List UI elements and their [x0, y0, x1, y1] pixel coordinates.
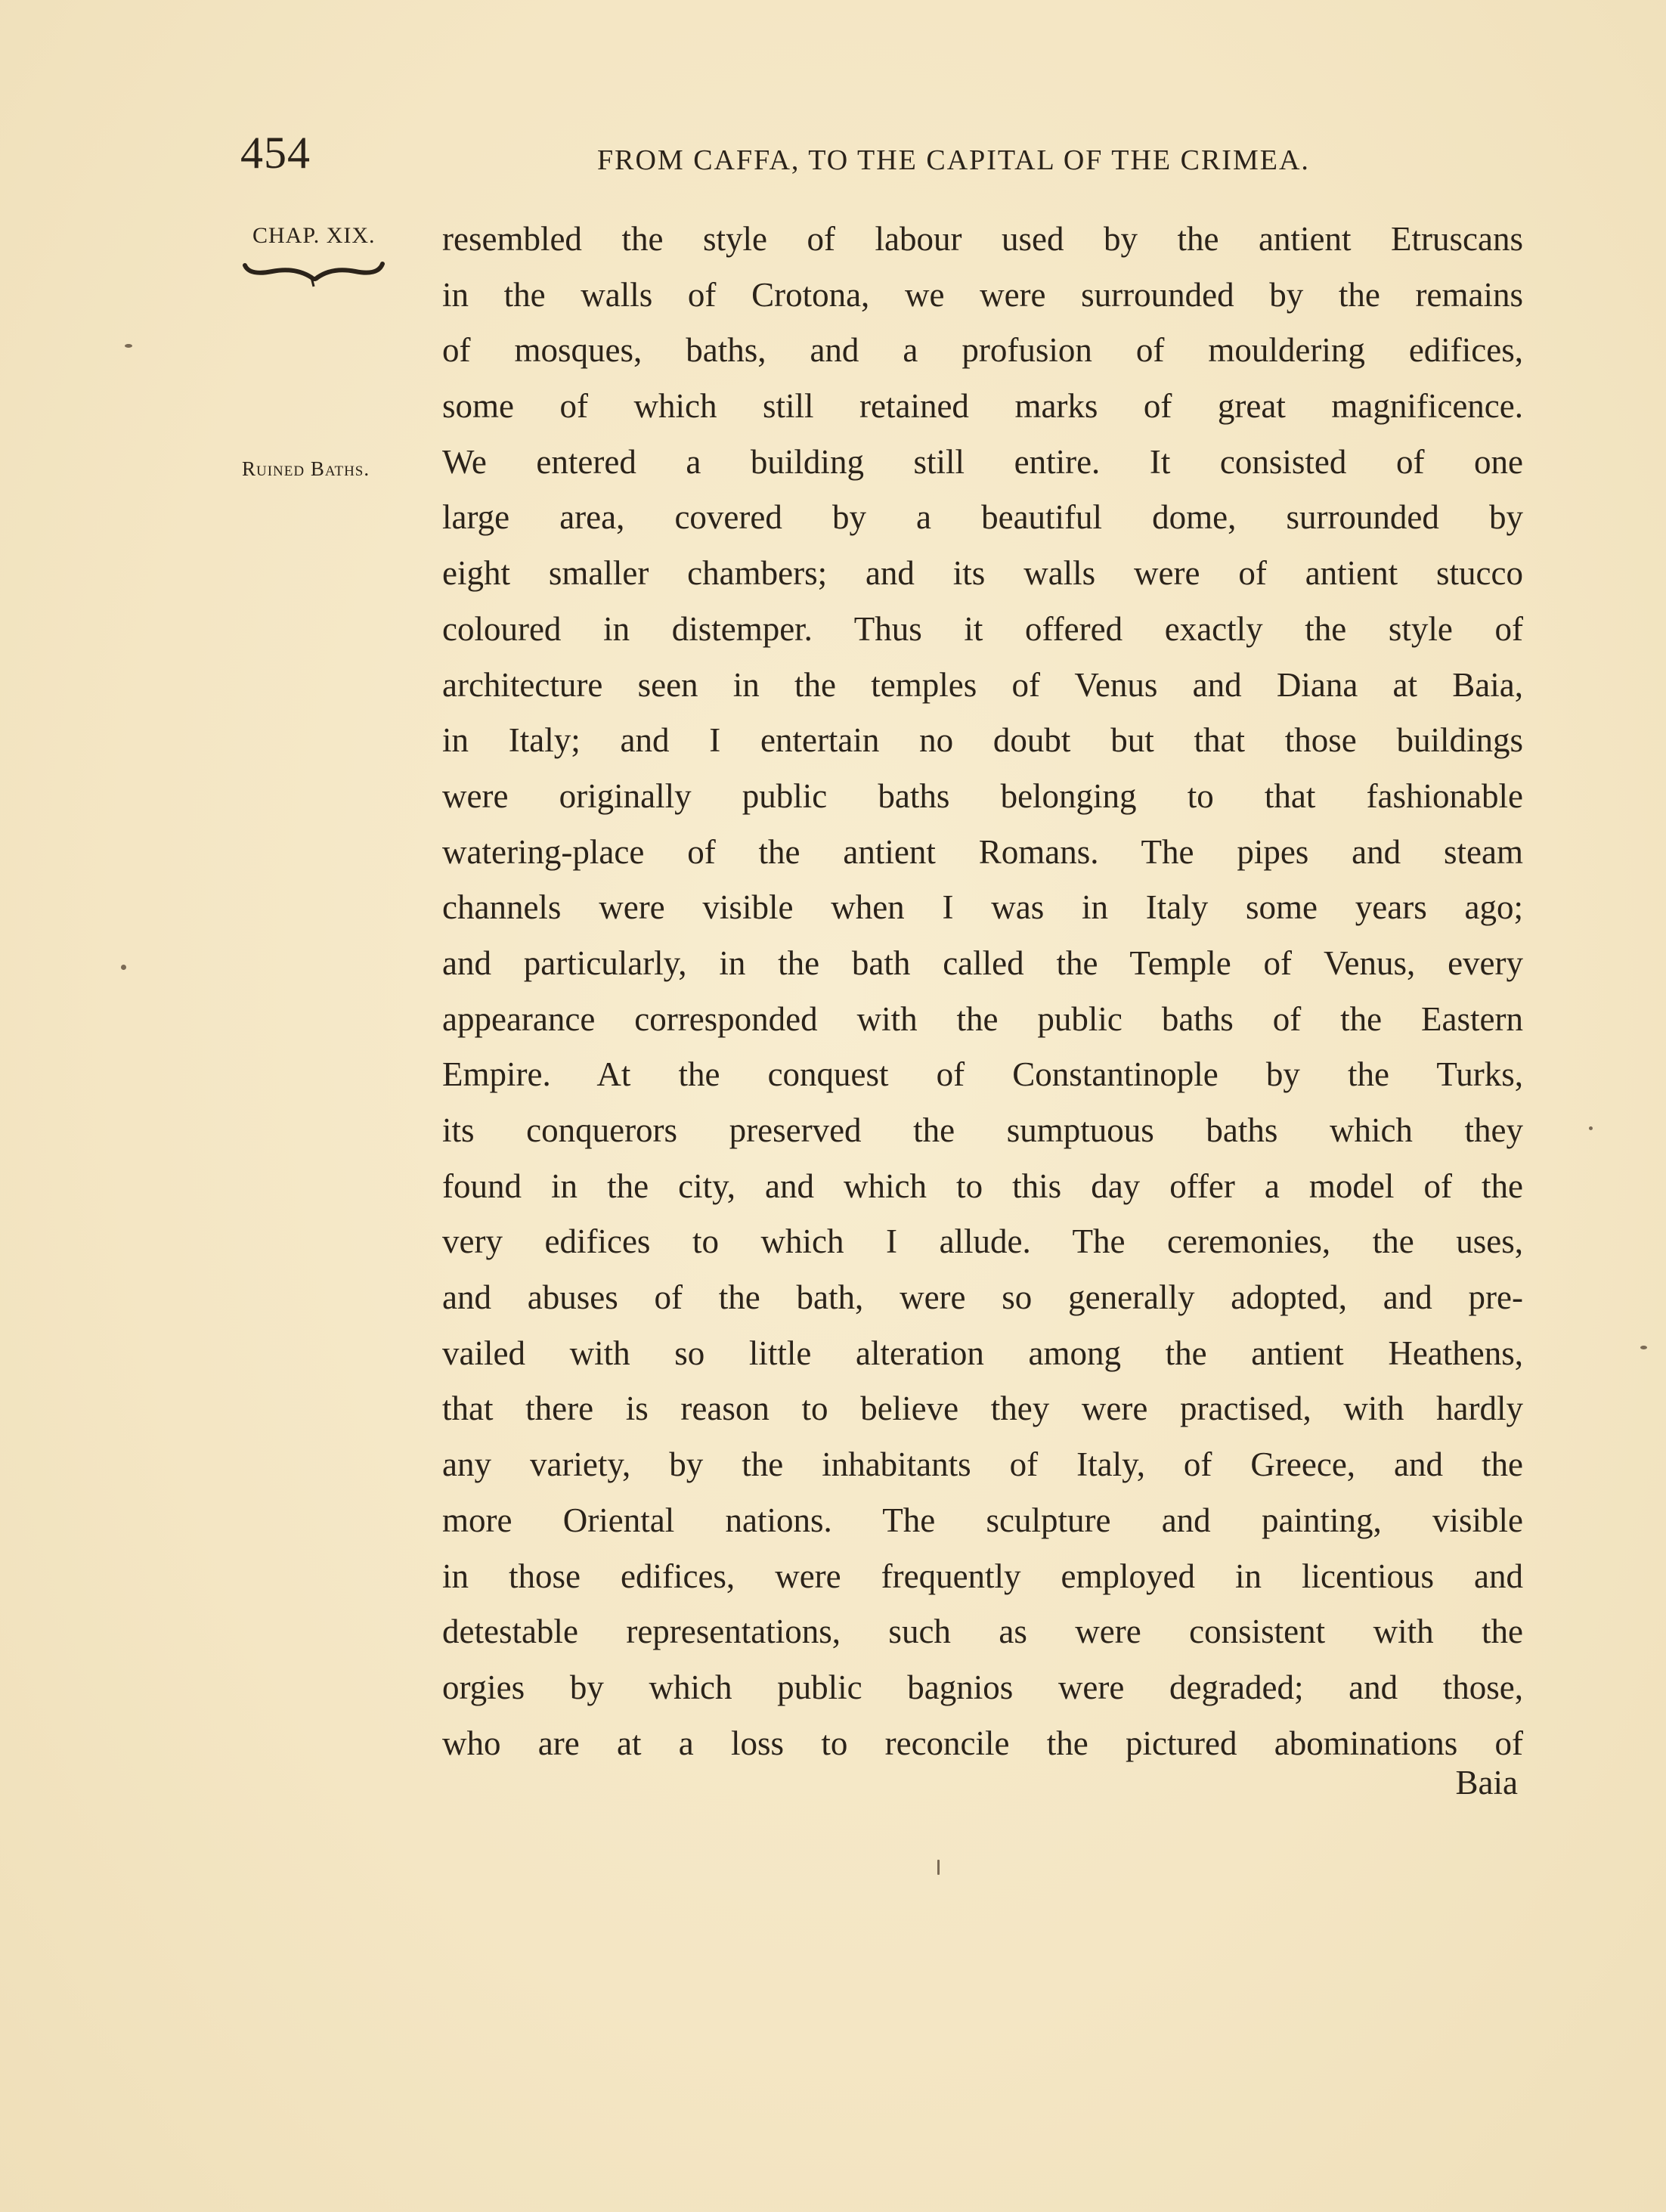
- text-line: coloured in distemper. Thus it offered exactly the style of: [442, 609, 1523, 648]
- catchword: Baia: [1455, 1764, 1518, 1802]
- paper-speck: [125, 344, 132, 348]
- text-line: any variety, by the inhabitants of Italy, of Greece, and the: [442, 1445, 1523, 1484]
- text-line: and particularly, in the bath called the Temple of Venus, every: [442, 943, 1523, 982]
- text-line: watering-place of the antient Romans. The pipes and steam: [442, 832, 1523, 871]
- text-line: found in the city, and which to this day offer a model of the: [442, 1166, 1523, 1205]
- paper-speck: [1640, 1346, 1647, 1349]
- text-line: We entered a building still entire. It consisted of one: [442, 442, 1523, 481]
- text-line: orgies by which public bagnios were degraded; and those,: [442, 1668, 1523, 1706]
- paper-speck: [121, 965, 126, 970]
- text-line: vailed with so little alteration among the antient Heathens,: [442, 1334, 1523, 1372]
- page-number: 454: [240, 128, 311, 178]
- running-head: FROM CAFFA, TO THE CAPITAL OF THE CRIMEA.: [597, 144, 1310, 176]
- text-line: Empire. At the conquest of Constantinople by the Turks,: [442, 1055, 1523, 1094]
- paper-speck: [937, 1860, 940, 1875]
- chapter-brace-ornament: [242, 261, 386, 291]
- margin-note-ruined-baths: Ruined Baths.: [242, 457, 370, 480]
- text-line: and abuses of the bath, were so generally adopted, and pre-: [442, 1278, 1523, 1317]
- text-line: resembled the style of labour used by the antient Etruscans: [442, 220, 1523, 258]
- text-line: were originally public baths belonging to that fashionable: [442, 776, 1523, 815]
- text-line: that there is reason to believe they were practised, with hardly: [442, 1389, 1523, 1428]
- text-line: in those edifices, were frequently employed in licentious and: [442, 1557, 1523, 1595]
- text-line: architecture seen in the temples of Venus and Diana at Baia,: [442, 665, 1523, 704]
- text-line: in the walls of Crotona, we were surrounded by the remains: [442, 275, 1523, 314]
- text-line: eight smaller chambers; and its walls were of antient stucco: [442, 554, 1523, 593]
- text-line: who are at a loss to reconcile the pictured abominations of: [442, 1724, 1523, 1762]
- text-line: some of which still retained marks of great magnificence.: [442, 387, 1523, 426]
- text-line: channels were visible when I was in Italy some years ago;: [442, 888, 1523, 927]
- body-text: [442, 212, 1523, 1771]
- text-line: more Oriental nations. The sculpture and painting, visible: [442, 1501, 1523, 1539]
- text-line: of mosques, baths, and a profusion of mouldering edifices,: [442, 331, 1523, 370]
- paper-speck: [1589, 1126, 1593, 1130]
- text-line: detestable representations, such as were consistent with the: [442, 1613, 1523, 1651]
- text-line: large area, covered by a beautiful dome, surrounded by: [442, 498, 1523, 537]
- text-line: appearance corresponded with the public baths of the Eastern: [442, 999, 1523, 1038]
- text-line: its conquerors preserved the sumptuous baths which they: [442, 1111, 1523, 1149]
- chapter-marginal-label: CHAP. XIX.: [252, 223, 376, 248]
- text-line: in Italy; and I entertain no doubt but that those buildings: [442, 721, 1523, 760]
- text-line: very edifices to which I allude. The ceremonies, the uses,: [442, 1222, 1523, 1261]
